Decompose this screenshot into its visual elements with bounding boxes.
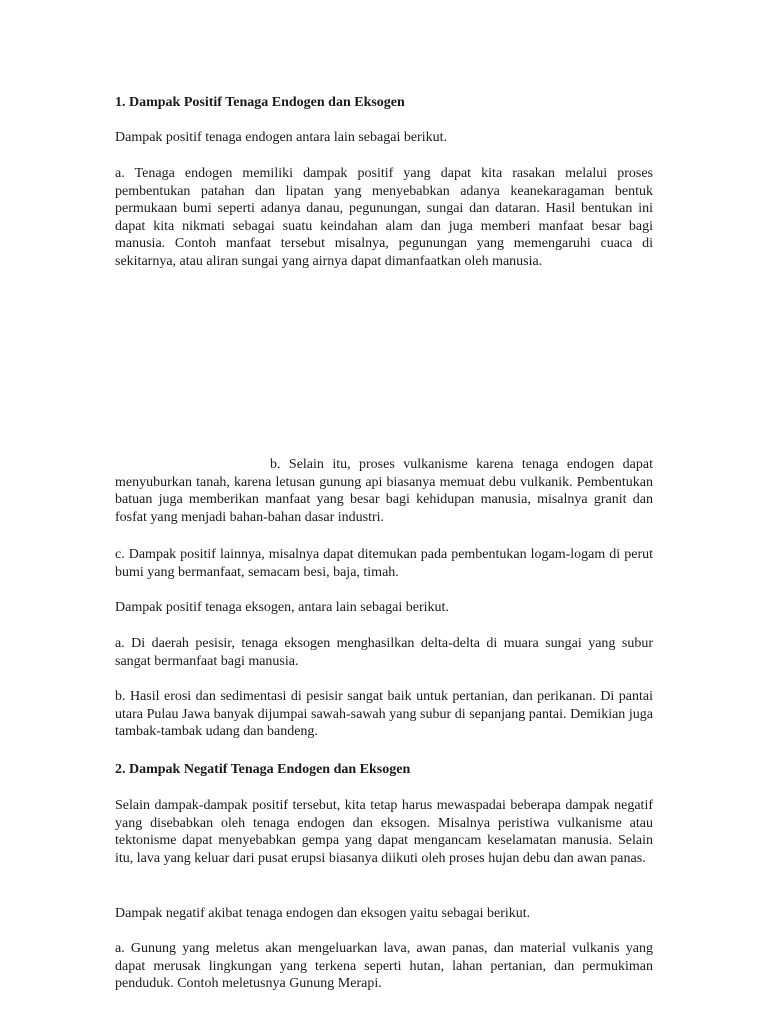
eksogen-positive-intro: Dampak positif tenaga eksogen, antara lain sebagai berikut.	[115, 600, 449, 615]
eksogen-positive-point-b: b. Hasil erosi dan sedimentasi di pesisir sangat baik untuk pertanian, dan perikanan. Di pantai utara Pulau Jawa banyak dijumpai sawah-sawah yang subur di sepanjang pantai. Demikian juga tambak-tambak udang dan bandeng.	[115, 689, 653, 739]
endogen-positive-intro: Dampak positif tenaga endogen antara lain sebagai berikut.	[115, 130, 447, 145]
eksogen-positive-point-a: a. Di daerah pesisir, tenaga eksogen menghasilkan delta-delta di muara sungai yang subur sangat bermanfaat bagi manusia.	[115, 636, 653, 669]
endogen-positive-point-a: a. Tenaga endogen memiliki dampak positif yang dapat kita rasakan melalui proses pembentukan patahan dan lipatan yang menyebabkan adanya keanekaragaman bentuk permukaan bumi seperti adanya danau, pegunungan, sungai dan dataran. Hasil bentukan ini dapat kita nikmati sebagai suatu keindahan alam dan juga memberi manfaat besar bagi manusia. Contoh manfaat tersebut misalnya, pegunungan yang memengaruhi cuaca di sekitarnya, atau aliran sungai yang airnya dapat dimanfaatkan oleh manusia.	[115, 166, 653, 269]
endogen-positive-point-c: c. Dampak positif lainnya, misalnya dapat ditemukan pada pembentukan logam-logam di perut bumi yang bermanfaat, semacam besi, baja, timah.	[115, 547, 653, 580]
endogen-positive-point-b: b. Selain itu, proses vulkanisme karena tenaga endogen dapat menyuburkan tanah, karena letusan gunung api biasanya memuat debu vulkanik. Pembentukan batuan juga memberikan manfaat yang besar bagi kehidupan manusia, misalnya granit dan fosfat yang menjadi bahan-bahan dasar industri.	[115, 457, 653, 525]
section-heading-negative: 2. Dampak Negatif Tenaga Endogen dan Eksogen	[115, 762, 411, 777]
section-heading-positive: 1. Dampak Positif Tenaga Endogen dan Eksogen	[115, 95, 405, 110]
negative-intro: Selain dampak-dampak positif tersebut, kita tetap harus mewaspadai beberapa dampak negatif yang disebabkan oleh tenaga endogen dan eksogen. Misalnya peristiwa vulkanisme atau tektonisme dapat menyebabkan gempa yang dapat mengancam keselamatan manusia. Selain itu, lava yang keluar dari pusat erupsi biasanya diikuti oleh proses hujan debu dan awan panas.	[115, 798, 653, 866]
negative-point-a: a. Gunung yang meletus akan mengeluarkan lava, awan panas, dan material vulkanis yang dapat merusak lingkungan yang terkena seperti hutan, lahan pertanian, dan permukiman penduduk. Contoh meletusnya Gunung Merapi.	[115, 941, 653, 991]
negative-list-intro: Dampak negatif akibat tenaga endogen dan eksogen yaitu sebagai berikut.	[115, 906, 531, 921]
